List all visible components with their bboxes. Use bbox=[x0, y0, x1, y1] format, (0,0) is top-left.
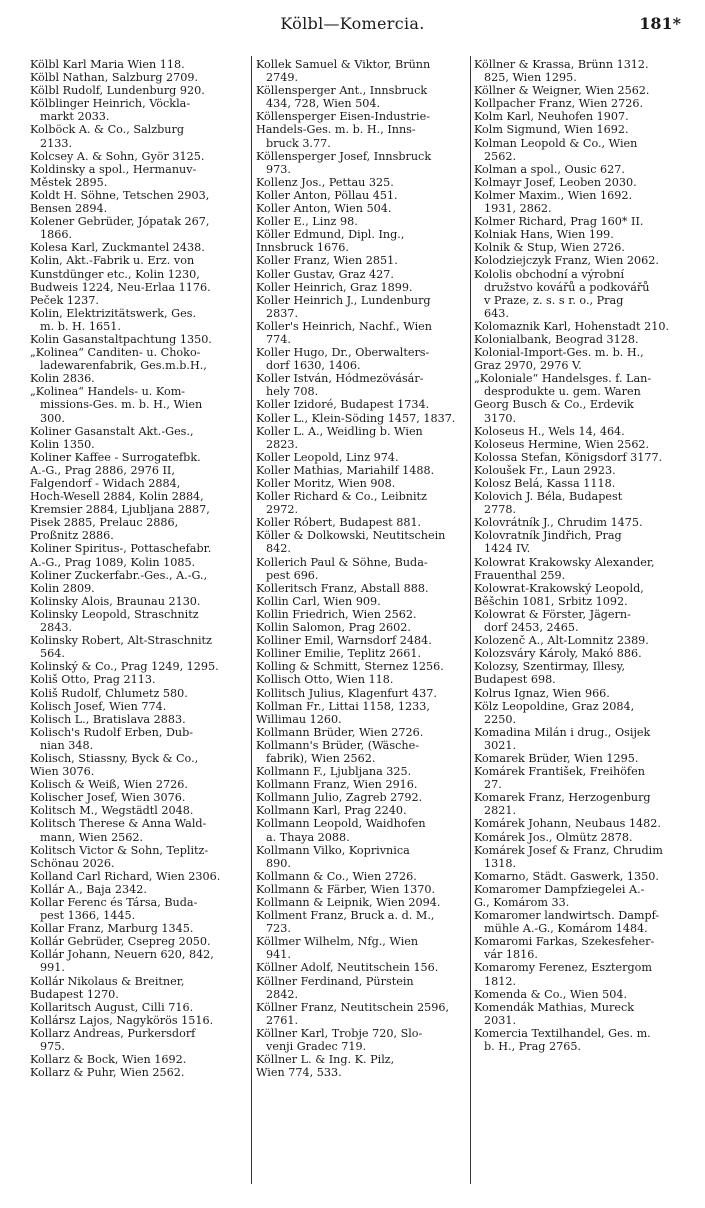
entry-line: Kölblinger Heinrich, Vöckla- bbox=[30, 97, 191, 111]
entry-line: Kollman Fr., Littai 1158, 1233, bbox=[256, 699, 430, 713]
entry-line: Kollenz Jos., Pettau 325. bbox=[256, 175, 394, 189]
entry-line: 27. bbox=[484, 778, 502, 792]
entry-line: Köllensperger Josef, Innsbruck bbox=[256, 149, 432, 163]
entry-line: Koller's Heinrich, Nachf., Wien bbox=[256, 319, 433, 333]
entry-line: Kolland Carl Richard, Wien 2306. bbox=[30, 869, 221, 883]
entry-line: Kolozsy, Szentirmay, Illesy, bbox=[474, 660, 626, 674]
entry-line: Kolinsky Alois, Braunau 2130. bbox=[30, 594, 201, 608]
entry-line: Kolozsváry Károly, Makó 886. bbox=[474, 647, 642, 661]
entry-line: Kolm Sigmund, Wien 1692. bbox=[474, 123, 629, 137]
entry-line: Komaromy Ferenez, Esztergom bbox=[474, 961, 652, 975]
entry-line: Falgendorf - Widach 2884, bbox=[30, 477, 181, 490]
entry-line: Köllner Adolf, Neutitschein 156. bbox=[256, 961, 439, 975]
entry-line: Kolisch's Rudolf Erben, Dub- bbox=[30, 725, 194, 739]
entry-line: Kolcsey A. & Sohn, Györ 3125. bbox=[30, 149, 205, 163]
entry-line: Kollitsch Julius, Klagenfurt 437. bbox=[256, 686, 437, 700]
entry-line: Kolinsky Robert, Alt-Straschnitz bbox=[30, 634, 212, 648]
entry-line: a. Thaya 2088. bbox=[266, 830, 350, 844]
entry-line: Kollmann F., Ljubljana 325. bbox=[256, 765, 412, 779]
entry-line: Köllensperger Eisen-Industrie- bbox=[256, 110, 430, 124]
entry-line: Kollin Carl, Wien 909. bbox=[256, 594, 381, 608]
entry-line: Hoch-Wesell 2884, Kolin 2884, bbox=[30, 490, 204, 504]
entry-line: Komarek Franz, Herzogenburg bbox=[474, 791, 651, 805]
entry-line: Kolisch & Weiß, Wien 2726. bbox=[30, 778, 188, 792]
entry-line: Kolrus Ignaz, Wien 966. bbox=[474, 686, 610, 700]
entry-line: 723. bbox=[266, 922, 291, 936]
entry-line: 2837. bbox=[266, 306, 299, 320]
entry-line: Kollmann Leopold, Waidhofen bbox=[256, 817, 426, 831]
entry-line: Kolmer Maxim., Wien 1692. bbox=[474, 188, 633, 202]
entry-line: 1318. bbox=[484, 856, 517, 870]
entry-line: vár 1816. bbox=[484, 948, 538, 962]
entry-line: Frauenthal 259. bbox=[474, 568, 566, 582]
entry-line: Kollpacher Franz, Wien 2726. bbox=[474, 97, 644, 111]
entry-line: Köllner & Krassa, Brünn 1312. bbox=[474, 58, 649, 71]
entry-line: Kolin 1350. bbox=[30, 437, 95, 451]
entry-line: Komaromer Dampfziegelei A.- bbox=[474, 882, 645, 896]
entry-line: missions-Ges. m. b. H., Wien bbox=[40, 398, 203, 412]
entry-line: Köllner Ferdinand, Pürstein bbox=[256, 974, 414, 988]
entry-line: 2842. bbox=[266, 987, 299, 1001]
entry-line: Kollmann & Leipnik, Wien 2094. bbox=[256, 896, 441, 909]
entry-line: Koller Anton, Wien 504. bbox=[256, 202, 392, 216]
entry-line: Komarno, Städt. Gaswerk, 1350. bbox=[474, 869, 659, 883]
entry-line: Kolinský & Co., Prag 1249, 1295. bbox=[30, 660, 219, 674]
entry-line: Koller Anton, Pöllau 451. bbox=[256, 188, 398, 202]
entry-line: 941. bbox=[266, 948, 291, 962]
entry-line: Kölbl Karl Maria Wien 118. bbox=[30, 58, 185, 71]
entry-line: Koller Franz, Wien 2851. bbox=[256, 254, 398, 268]
entry-line: Kollaritsch August, Cilli 716. bbox=[30, 1000, 194, 1014]
entry-line: Graz 2970, 2976 V. bbox=[474, 359, 582, 373]
entry-line: Kolesa Karl, Zuckmantel 2438. bbox=[30, 241, 205, 255]
entry-line: „Kolinea“ Canditen- u. Choko- bbox=[30, 346, 201, 360]
entry-line: Kolowrat & Förster, Jägern- bbox=[474, 607, 631, 621]
entry-line: 643. bbox=[484, 306, 509, 320]
entry-line: Koller Heinrich, Graz 1899. bbox=[256, 280, 413, 294]
entry-line: Koller Hugo, Dr., Oberwalters- bbox=[256, 346, 430, 360]
entry-line: Koller Leopold, Linz 974. bbox=[256, 450, 399, 464]
entry-line: Komadina Milán i drug., Osijek bbox=[474, 725, 651, 739]
entry-line: Městek 2895. bbox=[30, 175, 108, 189]
entry-line: Kolener Gebrüder, Jópatak 267, bbox=[30, 215, 210, 229]
entry-line: 991. bbox=[40, 961, 65, 975]
entry-line: 890. bbox=[266, 856, 291, 870]
entry-line: bruck 3.77. bbox=[266, 136, 331, 150]
entry-line: Kolisch, Stiassny, Byck & Co., bbox=[30, 751, 199, 765]
entry-line: Koliner Spiritus-, Pottaschefabr. bbox=[30, 542, 212, 556]
entry-line: Koller István, Hódmezövásár- bbox=[256, 372, 424, 386]
entry-line: Kollisch Otto, Wien 118. bbox=[256, 673, 394, 687]
entry-line: mann, Wien 2562. bbox=[40, 830, 144, 844]
entry-line: Koliner Kaffee - Surrogatefbk. bbox=[30, 450, 201, 464]
entry-line: Koller Mathias, Mariahilf 1488. bbox=[256, 463, 435, 477]
entry-line: Kolman a spol., Ousic 627. bbox=[474, 162, 625, 176]
entry-line: 3170. bbox=[484, 411, 517, 425]
entry-line: Komercia Textilhandel, Ges. m. bbox=[474, 1026, 651, 1040]
entry-line: markt 2033. bbox=[40, 110, 110, 124]
entry-line: Handels-Ges. m. b. H., Inns- bbox=[256, 123, 416, 137]
entry-line: b. H., Prag 2765. bbox=[484, 1040, 581, 1054]
entry-line: Kolossa Stefan, Königsdorf 3177. bbox=[474, 450, 663, 464]
entry-line: Koller L., Klein-Söding 1457, 1837. bbox=[256, 411, 456, 425]
entry-line: Koloseus H., Wels 14, 464. bbox=[474, 424, 625, 438]
entry-line: Köllner Karl, Trobje 720, Slo- bbox=[256, 1026, 423, 1040]
entry-line: desprodukte u. gem. Waren bbox=[484, 385, 641, 399]
entry-line: Kolinsky Leopold, Straschnitz bbox=[30, 607, 199, 621]
entry-line: Kölz Leopoldine, Graz 2084, bbox=[474, 699, 635, 713]
entry-line: Köller & Dolkowski, Neutitschein bbox=[256, 529, 446, 543]
entry-line: Koller Gustav, Graz 427. bbox=[256, 267, 394, 281]
entry-line: 973. bbox=[266, 162, 291, 176]
entry-line: 1424 IV. bbox=[484, 542, 531, 556]
entry-line: Kolovich J. Béla, Budapest bbox=[474, 490, 623, 504]
entry-line: Kollar Franz, Marburg 1345. bbox=[30, 922, 194, 936]
entry-line: Kolitsch M., Wegstädtl 2048. bbox=[30, 804, 194, 818]
entry-line: Komarek Brüder, Wien 1295. bbox=[474, 751, 639, 765]
entry-line: Koller Richard & Co., Leibnitz bbox=[256, 490, 427, 504]
entry-line: Kolitsch Therese & Anna Wald- bbox=[30, 817, 207, 831]
entry-line: ladewarenfabrik, Ges.m.b.H., bbox=[40, 359, 207, 373]
entry-line: 2562. bbox=[484, 149, 517, 163]
entry-line: fabrik), Wien 2562. bbox=[266, 751, 376, 765]
entry-line: Koller Róbert, Budapest 881. bbox=[256, 516, 422, 530]
entry-line: Kollarz Andreas, Purkersdorf bbox=[30, 1026, 196, 1040]
entry-line: Kolin 2836. bbox=[30, 372, 95, 386]
entry-line: 774. bbox=[266, 332, 291, 346]
entry-line: Koliš Otto, Prag 2113. bbox=[30, 673, 156, 687]
entry-line: Kollár Gebrüder, Csepreg 2050. bbox=[30, 935, 211, 949]
entry-line: Kolomaznik Karl, Hohenstadt 210. bbox=[474, 319, 670, 333]
entry-line: Kolonial-Import-Ges. m. b. H., bbox=[474, 346, 644, 360]
column-divider bbox=[470, 56, 471, 1184]
entry-line: 2972. bbox=[266, 503, 299, 517]
entry-line: Kollin Salomon, Prag 2602. bbox=[256, 621, 411, 635]
entry-line: Kolozenč A., Alt-Lomnitz 2389. bbox=[474, 634, 649, 648]
entry-line: Kollmann Brüder, Wien 2726. bbox=[256, 725, 424, 739]
entry-line: venji Gradec 719. bbox=[266, 1040, 367, 1054]
entry-line: 3021. bbox=[484, 738, 517, 752]
entry-line: 2250. bbox=[484, 712, 517, 726]
entry-line: 2031. bbox=[484, 1013, 517, 1027]
entry-line: Kolosz Belá, Kassa 1118. bbox=[474, 477, 616, 490]
entry-line: Kolnik & Stup, Wien 2726. bbox=[474, 241, 625, 255]
entry-line: mühle A.-G., Komárom 1484. bbox=[484, 922, 648, 936]
entry-line: Kolmayr Josef, Leoben 2030. bbox=[474, 175, 637, 189]
entry-line: 825, Wien 1295. bbox=[484, 71, 577, 85]
entry-line: Georg Busch & Co., Erdevik bbox=[474, 398, 634, 412]
entry-line: Koliš Rudolf, Chlumetz 580. bbox=[30, 686, 188, 700]
entry-line: Běšchin 1081, Srbitz 1092. bbox=[474, 594, 628, 608]
entry-line: Kolling & Schmitt, Sternez 1256. bbox=[256, 660, 444, 674]
entry-line: Kolovrátník J., Chrudim 1475. bbox=[474, 516, 643, 530]
entry-line: Koldt H. Söhne, Tetschen 2903, bbox=[30, 188, 210, 202]
entry-line: Kollár Nikolaus & Breitner, bbox=[30, 974, 185, 988]
entry-line: Koliner Zuckerfabr.-Ges., A.-G., bbox=[30, 568, 208, 582]
entry-line: Budweis 1224, Neu-Erlaa 1176. bbox=[30, 280, 211, 294]
entry-line: Komaromi Farkas, Szekesfeher- bbox=[474, 935, 655, 949]
entry-line: Kollment Franz, Bruck a. d. M., bbox=[256, 909, 435, 923]
entry-line: Kollin Friedrich, Wien 2562. bbox=[256, 607, 417, 621]
entries-column-1 bbox=[30, 58, 250, 1079]
entry-line: nian 348. bbox=[40, 738, 94, 752]
entry-line: Budapest 1270. bbox=[30, 987, 119, 1001]
entry-line: Koldinsky a spol., Hermanuv- bbox=[30, 162, 197, 176]
entry-line: Kunstdünger etc., Kolin 1230, bbox=[30, 267, 200, 281]
entry-line: Köllner & Weigner, Wien 2562. bbox=[474, 84, 650, 98]
entry-line: 2778. bbox=[484, 503, 517, 517]
entry-line: Kollmann's Brüder, (Wäsche- bbox=[256, 738, 419, 752]
entry-line: m. b. H. 1651. bbox=[40, 319, 121, 333]
entry-line: Kollmann Karl, Prag 2240. bbox=[256, 804, 407, 818]
entry-line: Kollmann & Co., Wien 2726. bbox=[256, 869, 417, 883]
entry-line: A.-G., Prag 2886, 2976 II, bbox=[30, 463, 175, 477]
entry-line: Kolovratník Jindřich, Prag bbox=[474, 529, 622, 543]
entry-line: Kolin, Akt.-Fabrik u. Erz. von bbox=[30, 254, 195, 268]
entry-line: v Praze, z. s. s r. o., Prag bbox=[484, 293, 624, 307]
entry-line: Köllner L. & Ing. K. Pilz, bbox=[256, 1053, 395, 1067]
entry-line: Kollmann Julio, Zagreb 2792. bbox=[256, 791, 423, 805]
entry-line: Kolleritsch Franz, Abstall 888. bbox=[256, 581, 429, 595]
entry-line: Köllensperger Ant., Innsbruck bbox=[256, 84, 428, 98]
entry-line: Komárek Jos., Olmütz 2878. bbox=[474, 830, 633, 844]
entry-line: Komárek Josef & Franz, Chrudim bbox=[474, 843, 663, 857]
entry-line: Kollmann Vilko, Koprivnica bbox=[256, 843, 410, 857]
entry-line: 2133. bbox=[40, 136, 73, 150]
entry-line: 564. bbox=[40, 647, 65, 661]
entry-line: 434, 728, Wien 504. bbox=[266, 97, 381, 111]
entry-line: Kolitsch Victor & Sohn, Teplitz- bbox=[30, 843, 209, 857]
entry-line: pest 1366, 1445. bbox=[40, 909, 136, 923]
entry-line: Kollar Ferenc és Társa, Buda- bbox=[30, 896, 198, 909]
entry-line: Komárek František, Freihöfen bbox=[474, 765, 645, 779]
entry-line: Kollmann Franz, Wien 2916. bbox=[256, 778, 418, 792]
entry-line: Koller E., Linz 98. bbox=[256, 215, 358, 229]
entry-line: Kolniak Hans, Wien 199. bbox=[474, 228, 614, 242]
entry-line: Kollár A., Baja 2342. bbox=[30, 882, 147, 896]
entry-line: Kolowrat-Krakowský Leopold, bbox=[474, 581, 644, 595]
entry-line: Kollár Johann, Neuern 620, 842, bbox=[30, 948, 214, 962]
entry-line: 2761. bbox=[266, 1013, 299, 1027]
entry-line: 2749. bbox=[266, 71, 299, 85]
page-header bbox=[0, 10, 705, 44]
entry-line: 2823. bbox=[266, 437, 299, 451]
running-title: Kölbl—Komercia. bbox=[280, 14, 425, 33]
entry-line: Kollarz & Bock, Wien 1692. bbox=[30, 1053, 187, 1067]
entry-line: Kollek Samuel & Viktor, Brünn bbox=[256, 58, 431, 71]
entry-line: 1931, 2862. bbox=[484, 202, 552, 216]
entry-line: hely 708. bbox=[266, 385, 319, 399]
entry-line: 2821. bbox=[484, 804, 517, 818]
entry-line: Kollársz Lajos, Nagykörös 1516. bbox=[30, 1013, 214, 1027]
entry-line: Kolowrat Krakowsky Alexander, bbox=[474, 555, 655, 569]
entry-line: Komendák Mathias, Mureck bbox=[474, 1000, 634, 1014]
entry-line: dorf 2453, 2465. bbox=[484, 621, 579, 635]
entry-line: Koliner Gasanstalt Akt.-Ges., bbox=[30, 424, 194, 438]
entry-line: Kololis obchodní a výrobní bbox=[474, 267, 625, 281]
entry-line: Kölbl Nathan, Salzburg 2709. bbox=[30, 71, 199, 85]
entry-line: 1866. bbox=[40, 228, 73, 242]
entry-line: Kolin, Elektrizitätswerk, Ges. bbox=[30, 306, 196, 320]
entry-line: Bensen 2894. bbox=[30, 202, 108, 216]
entry-line: „Kolinea“ Handels- u. Kom- bbox=[30, 385, 186, 399]
entry-line: Proßnitz 2886. bbox=[30, 529, 114, 543]
entries-column-2 bbox=[256, 58, 468, 1079]
entry-line: Budapest 698. bbox=[474, 673, 556, 687]
entry-line: 1812. bbox=[484, 974, 517, 988]
entry-line: Kolischer Josef, Wien 3076. bbox=[30, 791, 186, 805]
entry-line: Koloseus Hermine, Wien 2562. bbox=[474, 437, 650, 451]
entry-line: Komárek Johann, Neubaus 1482. bbox=[474, 817, 661, 831]
entry-line: Kollerich Paul & Söhne, Buda- bbox=[256, 555, 428, 569]
entry-line: Kolodziejczyk Franz, Wien 2062. bbox=[474, 254, 659, 268]
column-divider bbox=[251, 56, 252, 1184]
entry-line: Kolin 2809. bbox=[30, 581, 95, 595]
entry-line: Komaromer landwirtsch. Dampf- bbox=[474, 909, 660, 923]
entry-line: Kolman Leopold & Co., Wien bbox=[474, 136, 638, 150]
entry-line: G., Komárom 33. bbox=[474, 896, 570, 909]
entry-line: Kolisch L., Bratislava 2883. bbox=[30, 712, 186, 726]
page-number: 181* bbox=[639, 14, 681, 33]
entry-line: Kollarz & Puhr, Wien 2562. bbox=[30, 1066, 185, 1080]
entry-line: 2843. bbox=[40, 621, 73, 635]
entry-line: pest 696. bbox=[266, 568, 319, 582]
entry-line: Pisek 2885, Prelauc 2886, bbox=[30, 516, 179, 530]
entry-line: Köllmer Wilhelm, Nfg., Wien bbox=[256, 935, 419, 949]
entry-line: Koloušek Fr., Laun 2923. bbox=[474, 463, 616, 477]
entry-line: Kölbl Rudolf, Lundenburg 920. bbox=[30, 84, 205, 98]
entry-line: Kremsier 2884, Ljubljana 2887, bbox=[30, 503, 210, 517]
entry-line: Kolliner Emil, Warnsdorf 2484. bbox=[256, 634, 432, 648]
entry-line: Kolm Karl, Neuhofen 1907. bbox=[474, 110, 629, 124]
entry-line: 842. bbox=[266, 542, 291, 556]
entry-line: Komenda & Co., Wien 504. bbox=[474, 987, 628, 1001]
entry-line: Koller Heinrich J., Lundenburg bbox=[256, 293, 431, 307]
entry-line: družstvo kovářů a podkovářů bbox=[484, 280, 650, 294]
entry-line: Kolliner Emilie, Teplitz 2661. bbox=[256, 647, 422, 661]
entry-line: Kolböck A. & Co., Salzburg bbox=[30, 123, 185, 137]
entry-line: Kolin Gasanstaltpachtung 1350. bbox=[30, 332, 212, 346]
entry-line: Wien 774, 533. bbox=[256, 1066, 342, 1080]
entry-line: „Koloniale“ Handelsges. f. Lan- bbox=[474, 372, 652, 386]
entry-line: dorf 1630, 1406. bbox=[266, 359, 361, 373]
entry-line: Willimau 1260. bbox=[256, 712, 342, 726]
entry-line: A.-G., Prag 1089, Kolin 1085. bbox=[30, 555, 196, 569]
entry-line: Wien 3076. bbox=[30, 765, 95, 779]
entry-line: Schönau 2026. bbox=[30, 856, 115, 870]
entry-line: 975. bbox=[40, 1040, 65, 1054]
entry-line: Peček 1237. bbox=[30, 293, 99, 307]
entry-line: Kolonialbank, Beograd 3128. bbox=[474, 332, 639, 346]
entry-line: Kollmann & Färber, Wien 1370. bbox=[256, 882, 436, 896]
entries-column-3 bbox=[474, 58, 692, 1053]
entry-line: Köllner Franz, Neutitschein 2596, bbox=[256, 1000, 450, 1014]
entry-line: Koller Izidoré, Budapest 1734. bbox=[256, 398, 430, 412]
entry-line: Innsbruck 1676. bbox=[256, 241, 349, 255]
entry-line: Köller Edmund, Dipl. Ing., bbox=[256, 228, 405, 242]
entry-line: Kolmer Richard, Prag 160* II. bbox=[474, 215, 644, 229]
entry-line: Koller Moritz, Wien 908. bbox=[256, 477, 396, 490]
entry-line: 300. bbox=[40, 411, 65, 425]
entry-line: Koller L. A., Weidling b. Wien bbox=[256, 424, 423, 438]
entry-line: Kolisch Josef, Wien 774. bbox=[30, 699, 167, 713]
